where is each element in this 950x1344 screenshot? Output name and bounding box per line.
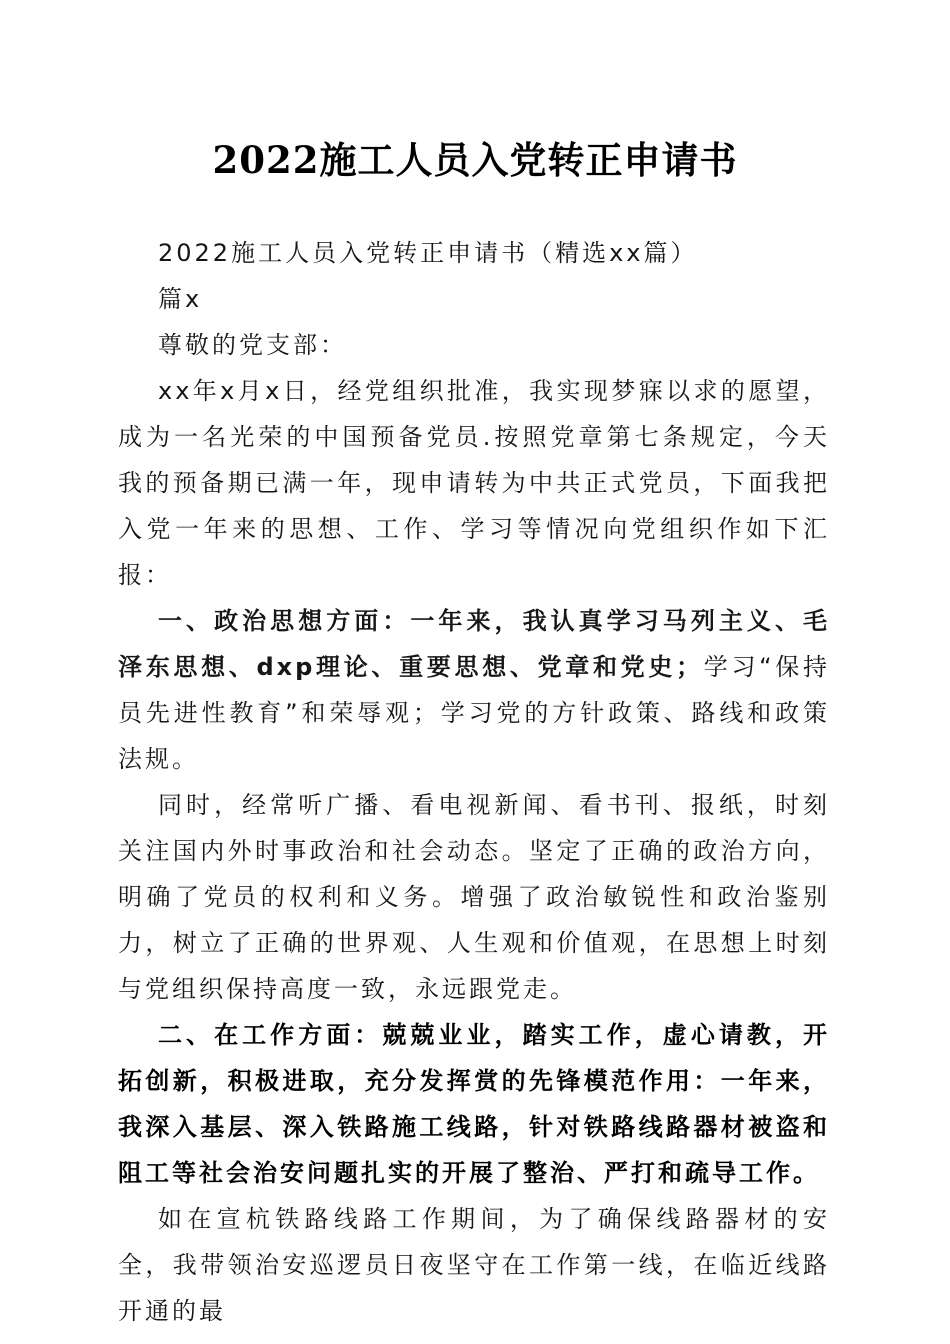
document-title: 2022施工人员入党转正申请书 [212,138,738,182]
paragraph-political-thought [118,598,830,782]
paragraph-railway-example: 如在宣杭铁路线路工作期间，为了确保线路器材的安全，我带领治安巡逻员日夜坚守在工作第一线，在临近线路开通的最 [118,1205,830,1325]
section1-rest: 学习“保持员先进性教育”和荣辱观；学习党的方针政策、路线和政策法规。 [118,653,830,773]
salutation: 尊敬的党支部： [158,331,347,359]
document-subtitle: 2022施工人员入党转正申请书（精选xx篇） [158,239,698,267]
section1-heading: 一、政治思想方面：一年来，我认真学习马列主义、毛泽东思想、dxp理论、重要思想、党章和党史； [118,607,830,681]
paragraph-current-affairs: 同时，经常听广播、看电视新闻、看书刊、报纸，时刻关注国内外时事政治和社会动态。坚定了正确的政治方向，明确了党员的权利和义务。增强了政治敏锐性和政治鉴别力，树立了正确的世界观、人生观和价值观，在思想上时刻与党组织保持高度一致，永远跟党走。 [118,791,830,1003]
chapter-label: 篇x [158,285,203,313]
document-body [118,230,830,1334]
paragraph-work: 二、在工作方面：兢兢业业，踏实工作，虚心请教，开拓创新，积极进取，充分发挥赏的先锋模范作用：一年来，我深入基层、深入铁路施工线路，针对铁路线路器材被盗和阻工等社会治安问题扎实的开展了整治、严打和疏导工作。 [118,1021,830,1187]
paragraph-intro: xx年x月x日，经党组织批准，我实现梦寐以求的愿望，成为一名光荣的中国预备党员.按照党章第七条规定，今天我的预备期已满一年，现申请转为中共正式党员，下面我把入党一年来的思想、工作、学习等情况向党组织作如下汇报： [118,377,830,589]
